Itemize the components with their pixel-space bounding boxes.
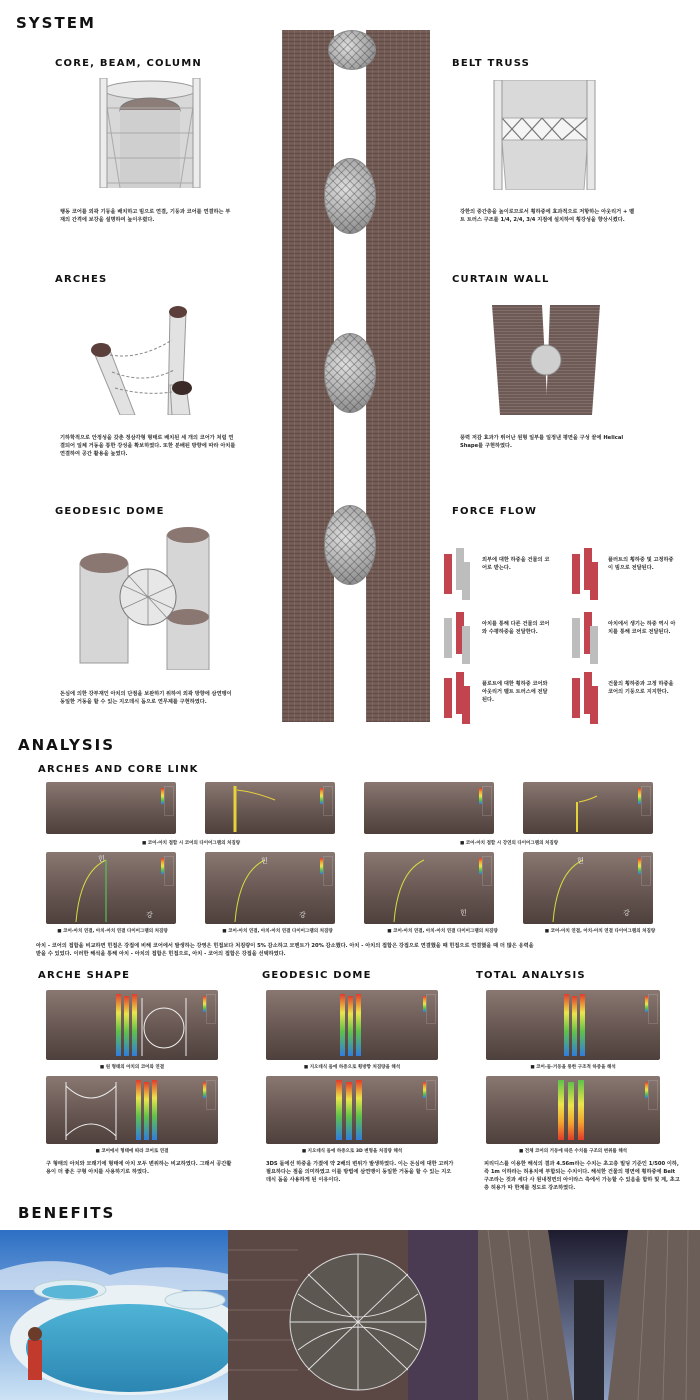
joint-label: 강: [299, 911, 306, 919]
tower-dome-1: [328, 30, 376, 70]
joint-label: 강: [623, 909, 630, 917]
geodesic-dome-caption: 돈심에 의한 강부재인 아치의 단점을 보완하기 위하여 외곽 방향에 삼연맹이 동일한 거동을 할 수 있는 지오데식 돔으로 연무제를 구현하였다.: [60, 691, 232, 705]
joint-label: 힌: [261, 857, 268, 865]
system-section-title: SYSTEM: [16, 14, 96, 32]
total-analysis-panel-1: [486, 990, 660, 1060]
arche-shape-title: ARCHE SHAPE: [38, 970, 131, 981]
force-flow-diagram-4: [566, 612, 604, 664]
tower-dome-4: [324, 505, 376, 585]
tower-dome-2: [324, 158, 376, 234]
arches-link-summary: 아치 - 코어의 접합을 비교하면 힌접은 강접에 비해 코어에서 발생하는 강영은 힌접보다 처짐량이 5% 감소하고 모멘트가 20% 감소했다. 아치 - 아치의 접합은 강접으로 연결했을 때 힌접으로 연결했을 때 더 많은 응력을 받을 수 있었다. 이러한 해석을 통해 아치 - 아치의 접합은 힌접으로, 아치 - 코어의 접합은 강접을 선택하였다.: [36, 943, 534, 957]
geodesic-dome-summary: 3DS 돌에선 하중을 가졌에 약 2배의 변위가 발생하였다. 이는 돈심에 대한 고려가 필요하다는 점을 의미하였고 이를 방법에 삼연맹이 동일한 거동을 할 수 있는 지오데식 돔을 사용하게 된 이유이다.: [266, 1161, 454, 1183]
benefit-dome-render: [228, 1230, 478, 1400]
total-analysis-caption-1: ■ 코어-돔-거동을 통한 구조적 하중을 해석: [530, 1065, 616, 1070]
analysis-panel-6: [205, 852, 335, 924]
curtain-wall-title: CURTAIN WALL: [452, 274, 550, 285]
analysis-panel-8: [523, 852, 653, 924]
curtain-wall-render: [488, 305, 603, 415]
force-flow-text-1: 외부에 대한 하중을 건물의 코어로 받는다.: [482, 557, 550, 571]
joint-label: 힌: [460, 909, 467, 917]
analysis-panel-5: [46, 852, 176, 924]
arche-shape-caption-2: ■ 코어에서 형태에 따라 코어로 연결: [95, 1149, 169, 1154]
benefit-tower-render: [478, 1230, 700, 1400]
force-flow-text-4: 아치에서 생기는 하중 역시 아치를 통해 코어로 전달된다.: [608, 621, 676, 635]
geodesic-dome-system-title: GEODESIC DOME: [55, 506, 165, 517]
belt-truss-caption: 강한의 중간층을 높이로므로서 횡하중에 효과적으로 저항하는 아웃리거 + 벨트 트러스 구조를 1/4, 2/4, 3/4 지점에 설치하여 횡강성을 향상시켰다.: [460, 209, 635, 223]
arche-shape-caption-1: ■ 원 형태의 아치의 코어와 연결: [99, 1065, 165, 1070]
analysis-panel-2: [205, 782, 335, 834]
geodesic-dome-panel-1: [266, 990, 438, 1060]
arche-shape-summary: 구 형태의 아치와 모래기에 형태에 아치 모두 변위하는 비교하였다. 그래서 공간활용이 더 좋은 구형 아치를 사용하기로 하였다.: [46, 1161, 232, 1175]
benefits-section-title: BENEFITS: [18, 1204, 116, 1222]
core-beam-column-title: CORE, BEAM, COLUMN: [55, 58, 202, 69]
arches-link-caption-2: ■ 코어-아치 접합 시 강연의 다이어그램의 처짐량: [459, 841, 559, 846]
curtain-wall-caption: 풍력 저감 효과가 뛰어난 원형 일부를 일정낸 평면을 구성 끝에 Helical Shape를 구현하였다.: [460, 435, 624, 449]
joint-label: 힌: [577, 857, 584, 865]
arches-link-caption-4: ■ 코어-아치 연결, 아치-아치 연결 다이어그램의 처짐량: [222, 929, 333, 934]
arche-shape-panel-1: [46, 990, 218, 1060]
force-flow-text-3: 아치를 통해 다른 건물의 코어와 수평하중을 전달한다.: [482, 621, 550, 635]
belt-truss-title: BELT TRUSS: [452, 58, 531, 69]
geodesic-dome-render: [72, 525, 222, 670]
belt-truss-render: [492, 80, 597, 190]
total-analysis-summary: 피리디스를 이용한 해석의 결과 4.56m라는 수치는 초고층 빌딩 기준인 1/500 이하, 즉 1m 이하라는 허용치에 부합되는 수치이다. 해석한 건물의 평면에 횡하중에 Belt 구조라는 것과 세다 사 원내정면의 아이라스 측에서 가능할 수 있음을 합하 및 계, 초고층 허용가 따 한계를 정도로 강조하였다.: [484, 1161, 680, 1191]
force-flow-diagram-2: [566, 548, 604, 600]
core-beam-column-caption: 행동 코어를 외곽 기둥을 배치하고 빔으로 연결, 기둥과 코어를 연결하는 부재의 간격에 보강을 설명하여 높이우렸다.: [60, 209, 231, 223]
force-flow-title: FORCE FLOW: [452, 506, 538, 517]
analysis-panel-3: [364, 782, 494, 834]
analysis-panel-1: [46, 782, 176, 834]
arches-title: ARCHES: [55, 274, 108, 285]
geodesic-dome-caption-2: ■ 지오데식 돔에 하중으로 3D 변형을 처짐량 해석: [301, 1149, 403, 1154]
analysis-section-title: ANALYSIS: [18, 736, 116, 754]
tower-dome-3: [324, 333, 376, 413]
total-analysis-title: TOTAL ANALYSIS: [476, 970, 586, 981]
joint-label: 힌: [98, 855, 105, 863]
benefit-pool-render: [0, 1230, 228, 1400]
joint-label: 강: [146, 911, 153, 919]
force-flow-text-5: 플로트에 대한 횡하중 코어와 아웃리거 벨트 트러스에 전달된다.: [482, 681, 548, 703]
geodesic-dome-panel-2: [266, 1076, 438, 1144]
analysis-panel-7: [364, 852, 494, 924]
force-flow-text-2: 플러트의 횡하중 및 고정하중이 빔으로 전달된다.: [608, 557, 674, 571]
arches-link-caption-1: ■ 코어-아치 접합 시 코어의 다이어그램의 처짐량: [141, 841, 241, 846]
arches-caption: 기하학적으로 안정성을 갖춘 정삼각형 형태로 배치된 세 개의 코어가 처럼 연결되어 일체 거동을 통한 강성을 확보하였다. 또한 분배된 방향에 따라 아치를 연결하여 공간 활용을 높였다.: [60, 435, 236, 457]
arches-link-caption-5: ■ 코어-아치 연결, 아치-아치 연결 다이어그램의 처짐량: [387, 929, 498, 934]
arches-core-link-title: ARCHES AND CORE LINK: [38, 764, 199, 775]
arches-render: [90, 300, 200, 415]
force-flow-diagram-6: [566, 672, 604, 724]
force-flow-text-6: 건물의 횡하중과 고정 하중을 코어의 기둥으로 지지한다.: [608, 681, 674, 695]
analysis-panel-4: [523, 782, 653, 834]
arche-shape-panel-2: [46, 1076, 218, 1144]
arches-link-caption-3: ■ 코어-아치 연결, 아치-아치 연결 다이어그램의 처짐량: [57, 929, 168, 934]
geodesic-dome-caption-1: ■ 지오데식 돔에 하중으로 횡방향 처짐량을 해석: [303, 1065, 401, 1070]
force-flow-diagram-3: [438, 612, 476, 664]
force-flow-diagram-5: [438, 672, 476, 724]
total-analysis-panel-2: [486, 1076, 660, 1144]
force-flow-diagram-1: [438, 548, 476, 600]
arches-link-caption-6: ■ 코어-아치 연결, 아치-아치 연결 다이어그램의 처짐량: [544, 929, 656, 934]
total-analysis-caption-2: ■ 전체 코어의 거동에 따른 수치를 구조의 변위를 해석: [518, 1149, 628, 1154]
geodesic-dome-analysis-title: GEODESIC DOME: [262, 970, 372, 981]
core-beam-column-render: [90, 78, 210, 188]
